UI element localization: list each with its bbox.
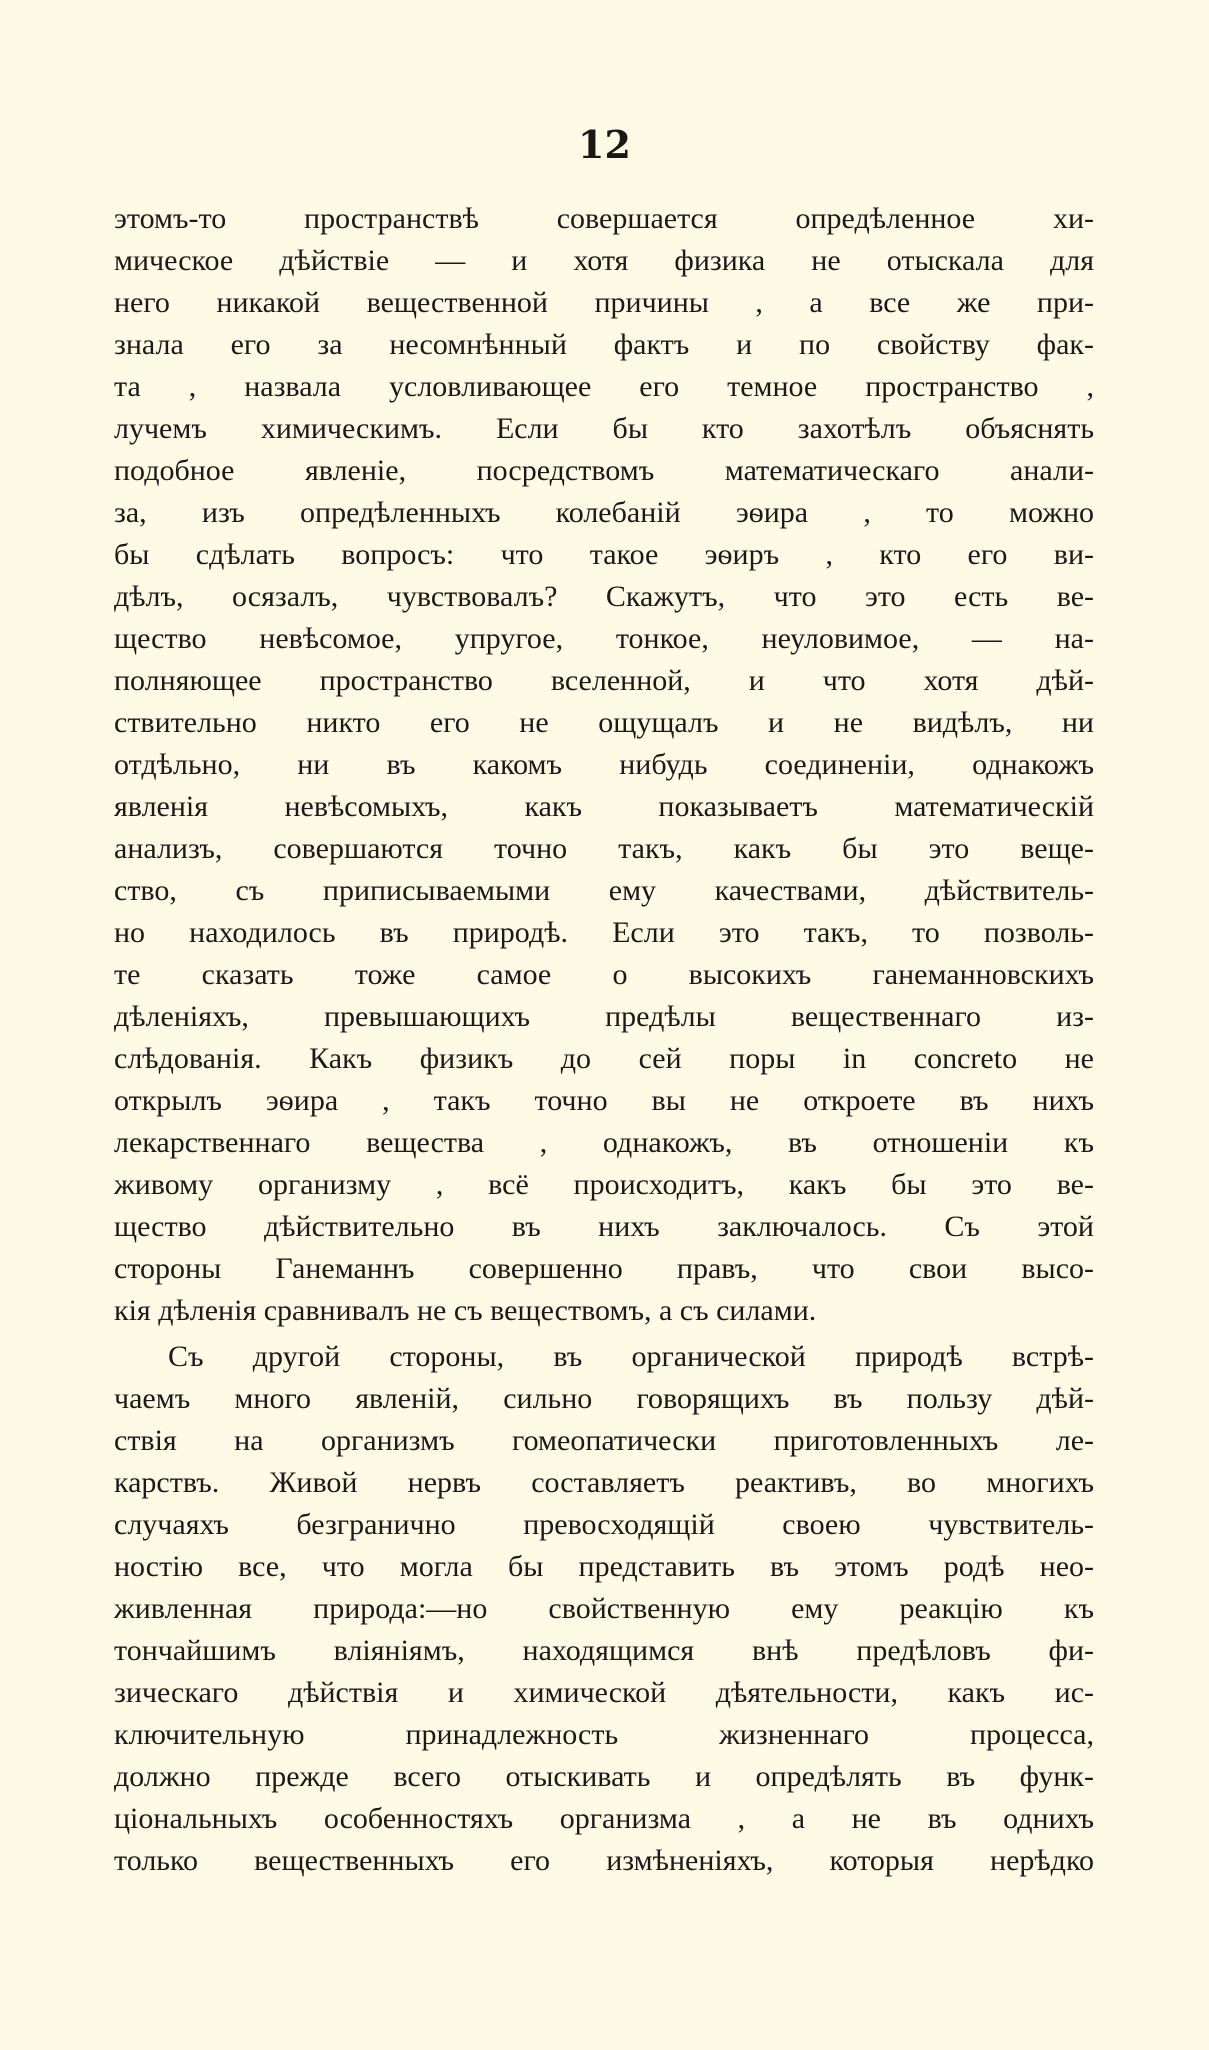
text-line: за, изъ опредѣленныхъ колебаній эѳира , то можно <box>114 496 1094 529</box>
text-line: карствъ. Живой нервъ составляетъ реактивъ, во многихъ <box>114 1466 1094 1499</box>
text-line: зическаго дѣйствія и химической дѣятельности, какъ ис- <box>114 1676 1094 1709</box>
text-line: живому организму , всё происходитъ, какъ бы это ве- <box>114 1168 1094 1201</box>
text-line: живленная природа:—но свойственную ему реакцію къ <box>114 1592 1094 1625</box>
text-line: ствія на организмъ гомеопатически приготовленныхъ ле- <box>114 1424 1094 1457</box>
text-line: кія дѣленія сравнивалъ не съ веществомъ, а съ силами. <box>114 1294 817 1327</box>
text-line: слѣдованія. Какъ физикъ до сей поры in concreto не <box>114 1042 1094 1075</box>
text-line: щество невѣсомое, упругое, тонкое, неуловимое, — на- <box>114 622 1094 655</box>
text-line: лекарственнаго вещества , однакожъ, въ отношеніи къ <box>114 1126 1094 1159</box>
text-line: дѣленіяхъ, превышающихъ предѣлы вещественнаго из- <box>114 1000 1094 1033</box>
text-line: Съ другой стороны, въ органической природѣ встрѣ- <box>168 1340 1094 1373</box>
text-line: стороны Ганеманнъ совершенно правъ, что свои высо- <box>114 1252 1094 1285</box>
paragraph-1 <box>114 198 1094 1332</box>
text-line: бы сдѣлать вопросъ: что такое эѳиръ , кто его ви- <box>114 538 1094 571</box>
text-line: должно прежде всего отыскивать и опредѣлять въ функ- <box>114 1760 1094 1793</box>
text-line: ціональныхъ особенностяхъ организма , а не въ однихъ <box>114 1802 1094 1835</box>
text-line: полняющее пространство вселенной, и что хотя дѣй- <box>114 664 1094 697</box>
text-line: мическое дѣйствіе — и хотя физика не отыскала для <box>114 244 1094 277</box>
text-line: те сказать тоже самое о высокихъ ганеманновскихъ <box>114 958 1094 991</box>
text-line: дѣлъ, осязалъ, чувствовалъ? Скажутъ, что это есть ве- <box>114 580 1094 613</box>
text-line: знала его за несомнѣнный фактъ и по свойству фак- <box>114 328 1094 361</box>
text-line: ностію все, что могла бы представить въ этомъ родѣ нео- <box>114 1550 1094 1583</box>
page-number: 12 <box>578 122 631 167</box>
text-line: этомъ-то пространствѣ совершается опредѣленное хи- <box>114 202 1094 235</box>
text-line: него никакой вещественной причины , а все же при- <box>114 286 1094 319</box>
text-line: ствительно никто его не ощущалъ и не видѣлъ, ни <box>114 706 1094 739</box>
text-line: случаяхъ безгранично превосходящій своею чувствитель- <box>114 1508 1094 1541</box>
text-line: щество дѣйствительно въ нихъ заключалось. Съ этой <box>114 1210 1094 1243</box>
text-line: та , назвала условливающее его темное пространство , <box>114 370 1094 403</box>
body-text <box>114 198 1094 1882</box>
text-line: ство, съ приписываемыми ему качествами, дѣйствитель- <box>114 874 1094 907</box>
text-line: отдѣльно, ни въ какомъ нибудь соединеніи, однакожъ <box>114 748 1094 781</box>
text-line: открылъ эѳира , такъ точно вы не откроете въ нихъ <box>114 1084 1094 1117</box>
text-line: но находилось въ природѣ. Если это такъ, то позволь- <box>114 916 1094 949</box>
paragraph-2 <box>114 1336 1094 1882</box>
text-line: чаемъ много явленій, сильно говорящихъ въ пользу дѣй- <box>114 1382 1094 1415</box>
text-line: лучемъ химическимъ. Если бы кто захотѣлъ объяснять <box>114 412 1094 445</box>
text-line: ключительную принадлежность жизненнаго процесса, <box>114 1718 1094 1751</box>
text-line: подобное явленіе, посредствомъ математическаго анали- <box>114 454 1094 487</box>
text-line: явленія невѣсомыхъ, какъ показываетъ математическій <box>114 790 1094 823</box>
text-line: только вещественныхъ его измѣненіяхъ, которыя нерѣдко <box>114 1844 1094 1877</box>
text-line: анализъ, совершаются точно такъ, какъ бы это веще- <box>114 832 1094 865</box>
text-line: тончайшимъ вліяніямъ, находящимся внѣ предѣловъ фи- <box>114 1634 1094 1667</box>
